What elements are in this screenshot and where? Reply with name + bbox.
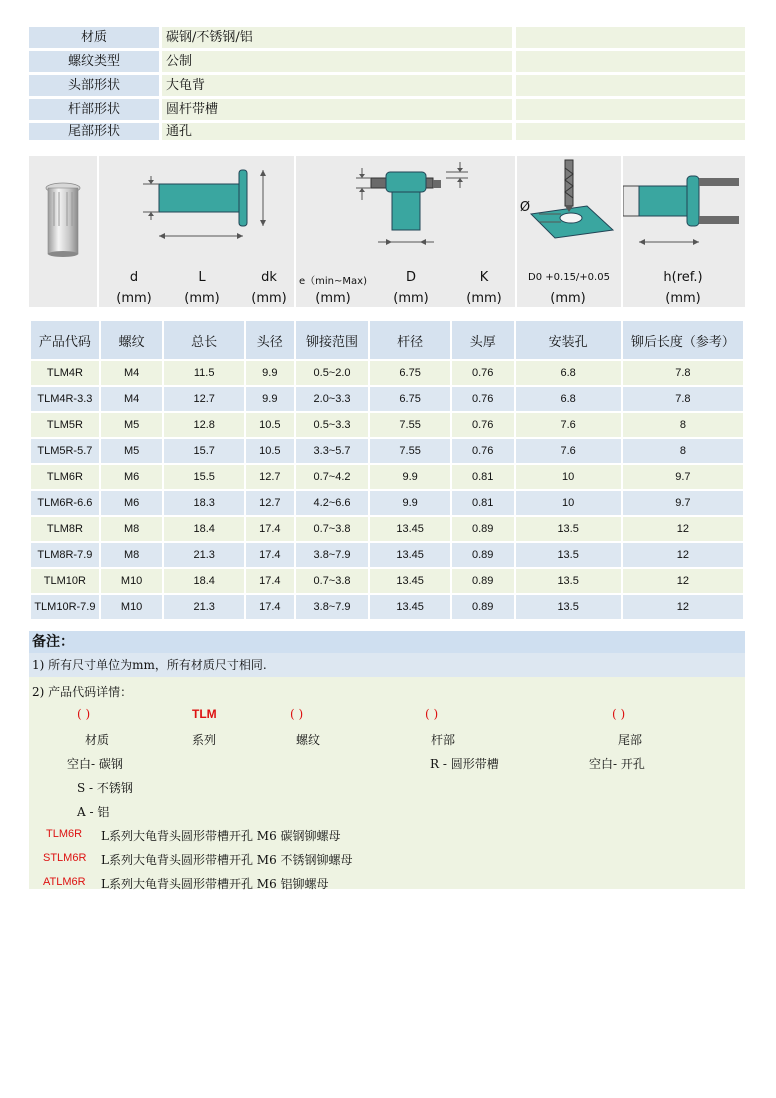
dim-d-unit: (mm)	[116, 291, 152, 306]
table-cell: 13.5	[516, 595, 621, 619]
property-blank	[370, 75, 512, 96]
table-cell: 7.55	[370, 413, 450, 437]
code-label-tail: 尾部	[618, 733, 643, 747]
table-cell: 7.6	[516, 439, 621, 463]
table-cell: M5	[101, 413, 163, 437]
table-cell: 0.5~3.3	[296, 413, 369, 437]
after-riveting-panel	[623, 156, 745, 307]
table-cell: 13.5	[516, 517, 621, 541]
table-cell: 17.4	[246, 517, 294, 541]
column-header: 铆接范围	[296, 321, 369, 359]
property-blank	[516, 99, 745, 120]
table-cell: 13.45	[370, 543, 450, 567]
property-row-tail	[29, 123, 745, 140]
table-row	[31, 491, 743, 515]
table-cell: M10	[101, 595, 163, 619]
dim-h-unit: (mm)	[665, 291, 701, 306]
table-cell: 0.89	[452, 543, 514, 567]
product-code-cell: TLM6R-6.6	[31, 491, 99, 515]
properties-table	[29, 27, 745, 143]
table-cell: 0.89	[452, 569, 514, 593]
table-cell: M4	[101, 361, 163, 385]
dim-e-label: e（min~Max)	[299, 276, 367, 287]
table-row	[31, 413, 743, 437]
table-cell: M10	[101, 569, 163, 593]
property-blank	[370, 123, 512, 140]
table-cell: 13.5	[516, 569, 621, 593]
table-cell: 17.4	[246, 569, 294, 593]
dim-h-label: h(ref.)	[663, 270, 703, 285]
table-row	[31, 361, 743, 385]
table-cell: 2.0~3.3	[296, 387, 369, 411]
code-slot-series: TLM	[192, 707, 217, 721]
table-cell: 10	[516, 491, 621, 515]
table-cell: 3.8~7.9	[296, 543, 369, 567]
table-row	[31, 569, 743, 593]
table-cell: 0.76	[452, 413, 514, 437]
dim-dk-label: dk	[261, 270, 277, 285]
notes-section	[29, 631, 745, 889]
table-cell: 0.5~2.0	[296, 361, 369, 385]
column-header: 产品代码	[31, 321, 99, 359]
property-blank	[370, 27, 512, 48]
table-cell: 12.7	[246, 491, 294, 515]
dim-e-unit: (mm)	[315, 291, 351, 306]
property-blank	[370, 51, 512, 72]
table-row	[31, 543, 743, 567]
product-code-cell: TLM8R-7.9	[31, 543, 99, 567]
table-cell: 9.9	[370, 465, 450, 489]
example-code: STLM6R	[43, 852, 87, 864]
table-cell: 9.7	[623, 465, 743, 489]
dim-dk-unit: (mm)	[251, 291, 287, 306]
column-header: 头径	[246, 321, 294, 359]
table-cell: 0.76	[452, 439, 514, 463]
table-row	[31, 517, 743, 541]
table-cell: M5	[101, 439, 163, 463]
column-header: 总长	[164, 321, 243, 359]
product-code-cell: TLM4R-3.3	[31, 387, 99, 411]
table-cell: 12	[623, 595, 743, 619]
option-material-s: S - 不锈钢	[77, 781, 133, 795]
table-cell: 11.5	[164, 361, 243, 385]
dim-D-unit: (mm)	[393, 291, 429, 306]
table-cell: 7.6	[516, 413, 621, 437]
table-cell: 21.3	[164, 543, 243, 567]
property-row-thread	[29, 51, 745, 72]
product-code-cell: TLM10R	[31, 569, 99, 593]
property-row-shank	[29, 99, 745, 120]
table-cell: 12.8	[164, 413, 243, 437]
code-label-material: 材质	[85, 733, 110, 747]
dim-D0-unit: (mm)	[550, 291, 586, 306]
table-cell: 6.8	[516, 361, 621, 385]
property-row-head	[29, 75, 745, 96]
code-slot-tail: ( )	[612, 707, 626, 721]
product-code-cell: TLM5R-5.7	[31, 439, 99, 463]
table-cell: M6	[101, 465, 163, 489]
diameter-symbol: Ø	[519, 200, 531, 215]
product-code-cell: TLM6R	[31, 465, 99, 489]
code-label-series: 系列	[192, 733, 217, 747]
property-blank	[516, 75, 745, 96]
table-cell: 10.5	[246, 413, 294, 437]
table-cell: 9.9	[246, 387, 294, 411]
table-cell: 10	[516, 465, 621, 489]
table-cell: 21.3	[164, 595, 243, 619]
property-blank	[516, 123, 745, 140]
table-cell: M6	[101, 491, 163, 515]
table-cell: 0.7~3.8	[296, 517, 369, 541]
table-header-row	[31, 321, 743, 359]
table-row	[31, 465, 743, 489]
table-cell: 0.81	[452, 465, 514, 489]
table-cell: 12	[623, 517, 743, 541]
rivet-nut-photo	[29, 156, 97, 307]
example-description: L系列大龟背头圆形带槽开孔 M6 碳钢铆螺母	[101, 829, 341, 843]
drill-hole-panel	[517, 156, 621, 307]
table-cell: 0.7~3.8	[296, 569, 369, 593]
column-header: 安装孔	[516, 321, 621, 359]
option-tail-blank: 空白- 开孔	[589, 757, 645, 771]
installed-view-panel	[296, 156, 515, 307]
dimension-diagram	[29, 156, 745, 307]
code-label-thread: 螺纹	[296, 733, 321, 747]
notes-heading: 备注：	[29, 631, 745, 653]
table-cell: 7.55	[370, 439, 450, 463]
property-value: 碳钢/不锈钢/铝	[162, 27, 396, 48]
side-view-drawing	[99, 156, 294, 268]
code-slot-thread: ( )	[290, 707, 304, 721]
table-cell: 13.45	[370, 517, 450, 541]
example-code: ATLM6R	[43, 876, 86, 888]
table-cell: 9.7	[623, 491, 743, 515]
dim-D0-label: D0 +0.15/+0.05	[528, 272, 610, 283]
table-cell: 7.8	[623, 387, 743, 411]
table-cell: 6.8	[516, 387, 621, 411]
table-cell: 8	[623, 413, 743, 437]
property-row-material	[29, 27, 745, 48]
table-cell: 9.9	[246, 361, 294, 385]
table-cell: M8	[101, 543, 163, 567]
table-cell: 3.8~7.9	[296, 595, 369, 619]
product-code-cell: TLM4R	[31, 361, 99, 385]
table-cell: M4	[101, 387, 163, 411]
table-cell: 8	[623, 439, 743, 463]
option-material-blank: 空白- 碳钢	[67, 757, 123, 771]
dim-D-label: D	[405, 270, 416, 285]
example-description: L系列大龟背头圆形带槽开孔 M6 铝铆螺母	[101, 877, 329, 891]
dim-K-unit: (mm)	[466, 291, 502, 306]
table-cell: 17.4	[246, 595, 294, 619]
property-blank	[370, 99, 512, 120]
spec-table	[29, 319, 745, 621]
property-value: 通孔	[162, 123, 396, 140]
example-code: TLM6R	[46, 828, 83, 840]
table-cell: 18.4	[164, 569, 243, 593]
option-shank-r: R - 圆形带槽	[430, 757, 499, 771]
table-cell: M8	[101, 517, 163, 541]
table-cell: 3.3~5.7	[296, 439, 369, 463]
table-cell: 12	[623, 543, 743, 567]
table-cell: 15.5	[164, 465, 243, 489]
side-view-panel	[99, 156, 294, 307]
table-cell: 18.3	[164, 491, 243, 515]
property-value: 公制	[162, 51, 396, 72]
column-header: 头厚	[452, 321, 514, 359]
example-description: L系列大龟背头圆形带槽开孔 M6 不锈钢铆螺母	[101, 853, 353, 867]
property-blank	[516, 51, 745, 72]
property-label: 头部形状	[29, 75, 159, 96]
column-header: 螺纹	[101, 321, 163, 359]
product-photo-panel	[29, 156, 97, 307]
table-cell: 13.45	[370, 595, 450, 619]
code-slot-material: ( )	[77, 707, 91, 721]
table-row	[31, 387, 743, 411]
after-riveting-drawing	[623, 156, 745, 268]
table-cell: 7.8	[623, 361, 743, 385]
table-cell: 0.89	[452, 517, 514, 541]
table-cell: 6.75	[370, 361, 450, 385]
dim-L-label: L	[198, 270, 206, 285]
option-material-a: A - 铝	[77, 805, 110, 819]
table-cell: 0.76	[452, 361, 514, 385]
table-cell: 12.7	[246, 465, 294, 489]
dim-d-label: d	[129, 270, 139, 285]
table-cell: 12.7	[164, 387, 243, 411]
property-blank	[516, 27, 745, 48]
table-cell: 0.81	[452, 491, 514, 515]
table-cell: 15.7	[164, 439, 243, 463]
table-cell: 0.89	[452, 595, 514, 619]
column-header: 铆后长度（参考）	[623, 321, 743, 359]
table-row	[31, 595, 743, 619]
code-slot-shank: ( )	[425, 707, 439, 721]
column-header: 杆径	[370, 321, 450, 359]
installed-view-drawing	[296, 156, 515, 268]
table-cell: 4.2~6.6	[296, 491, 369, 515]
product-code-cell: TLM10R-7.9	[31, 595, 99, 619]
property-value: 大龟背	[162, 75, 396, 96]
property-value: 圆杆带槽	[162, 99, 396, 120]
table-cell: 0.76	[452, 387, 514, 411]
table-cell: 13.45	[370, 569, 450, 593]
property-label: 杆部形状	[29, 99, 159, 120]
note-line-2: 2) 产品代码详情：	[32, 685, 133, 699]
product-code-cell: TLM8R	[31, 517, 99, 541]
table-cell: 10.5	[246, 439, 294, 463]
dim-K-label: K	[479, 270, 489, 285]
property-label: 材质	[29, 27, 159, 48]
table-cell: 12	[623, 569, 743, 593]
table-cell: 0.7~4.2	[296, 465, 369, 489]
code-label-shank: 杆部	[431, 733, 456, 747]
code-explanation	[29, 677, 745, 889]
table-cell: 13.5	[516, 543, 621, 567]
property-label: 螺纹类型	[29, 51, 159, 72]
property-label: 尾部形状	[29, 123, 159, 140]
note-line-1: 1) 所有尺寸单位为mm，所有材质尺寸相同.	[29, 653, 745, 677]
dim-L-unit: (mm)	[184, 291, 220, 306]
product-code-cell: TLM5R	[31, 413, 99, 437]
table-cell: 9.9	[370, 491, 450, 515]
table-row	[31, 439, 743, 463]
table-cell: 17.4	[246, 543, 294, 567]
table-cell: 6.75	[370, 387, 450, 411]
table-cell: 18.4	[164, 517, 243, 541]
